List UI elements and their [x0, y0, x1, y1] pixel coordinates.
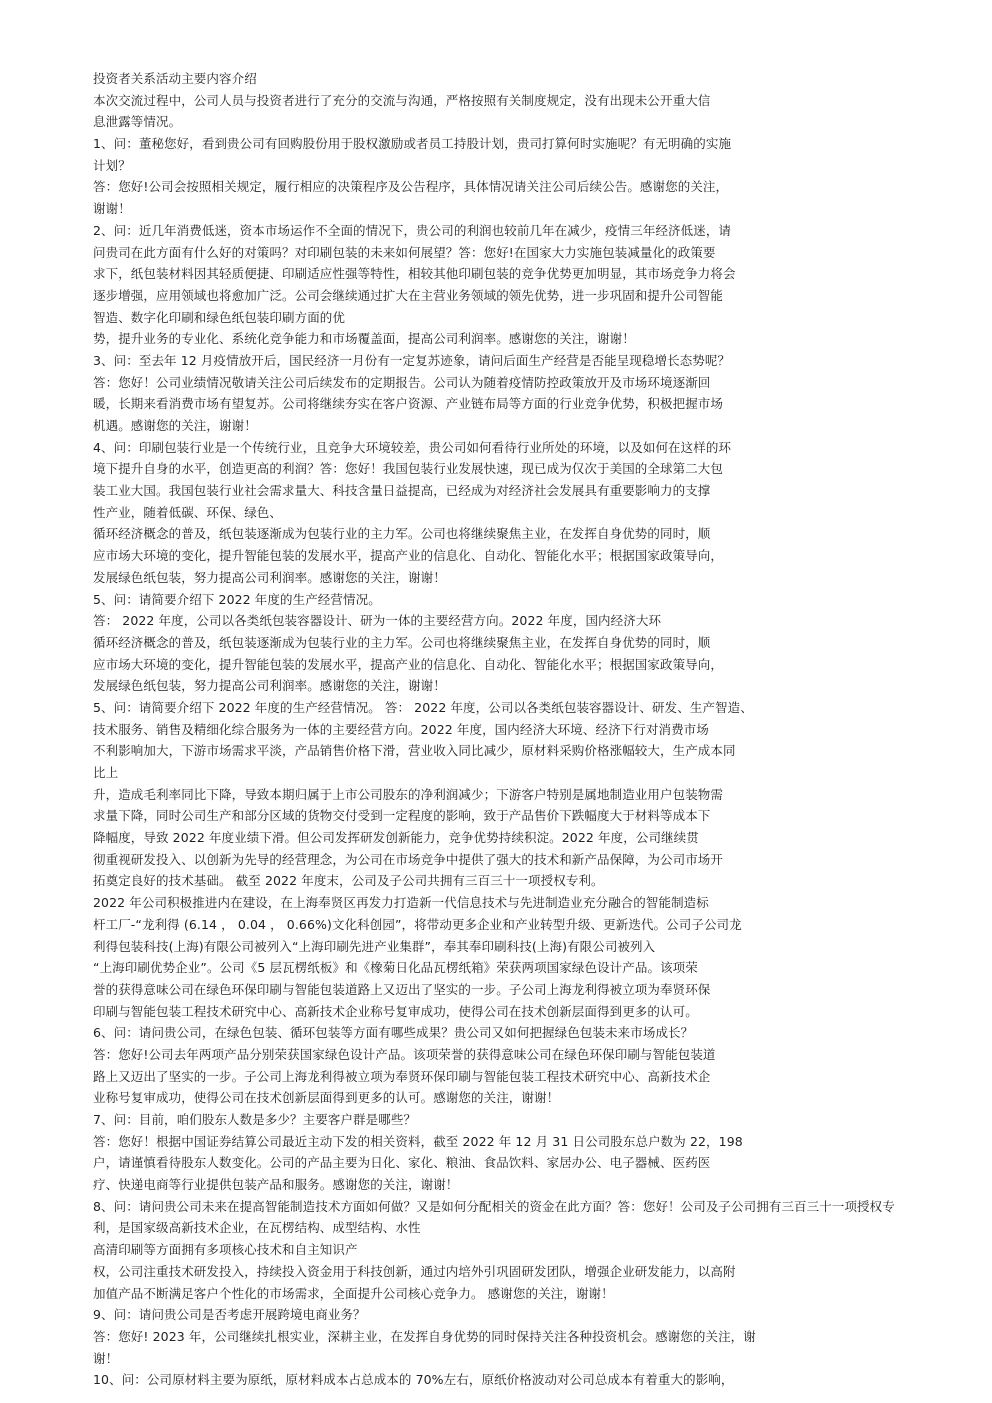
text-line: 逐步增强，应用领域也将愈加广泛。公司会继续通过扩大在主营业务领域的领先优势，进一步巩固和提升公司智能 — [93, 287, 724, 303]
text-line: 杆工厂-“龙利得 (6.14 ， 0.04 ， 0.66%)文化科创园”，将带动更多企业和产业转型升级、更新迭代。公司子公司龙 — [93, 916, 742, 932]
text-line: 答：您好！公司业绩情况敬请关注公司后续发布的定期报告。公司认为随着疫情防控政策放开及市场环境逐渐回 — [93, 374, 711, 390]
text-line: 答： 2022 年度，公司以各类纸包装容器设计、研为一体的主要经营方向。2022 年度，国内经济大环 — [93, 613, 662, 629]
text-line: 计划？ — [93, 157, 131, 173]
text-line: 4、问：印刷包装行业是一个传统行业，且竞争大环境较差，贵公司如何看待行业所处的环境，以及如何在这样的环 — [93, 439, 732, 455]
text-line: 2、问：近几年消费低迷，资本市场运作不全面的情况下，贵公司的利润也较前几年在减少，疫情三年经济低迷，请 — [93, 222, 732, 238]
text-line: 2022 年公司积极推进内在建设，在上海奉贤区再发力打造新一代信息技术与先进制造业充分融合的智能制造标 — [93, 895, 709, 911]
text-line: 息泄露等情况。 — [93, 114, 182, 130]
text-line: 答：您好!公司会按照相关规定，履行相应的决策程序及公告程序，具体情况请关注公司后续公告。感谢您的关注， — [93, 179, 729, 195]
text-line: “上海印刷优势企业”。公司《5 层瓦楞纸板》和《橡菊日化品瓦楞纸箱》荣获两项国家绿色设计产品。该项荣 — [93, 960, 698, 976]
text-line: 高清印刷等方面拥有多项核心技术和自主知识产 — [93, 1242, 358, 1258]
text-line: 问贵司在此方面有什么好的对策吗？对印刷包装的未来如何展望？答：您好!在国家大力实施包装减量化的政策要 — [93, 244, 716, 260]
text-line: 技术服务、销售及精细化综合服务为一体的主要经营方向。2022 年度，国内经济大环境、经济下行对消费市场 — [93, 721, 709, 737]
text-line: 比上 — [93, 765, 119, 780]
text-line: 应市场大环境的变化，提升智能包装的发展水平，提高产业的信息化、自动化、智能化水平；根据国家政策导向， — [93, 656, 724, 672]
text-line: 利，是国家级高新技术企业，在瓦楞结构、成型结构、水性 — [93, 1220, 421, 1236]
text-line: 求量下降，同时公司生产和部分区域的货物交付受到一定程度的影响，致于产品售价下跌幅度大于材料等成本下 — [93, 808, 711, 824]
text-line: 答：您好! 2023 年，公司继续扎根实业，深耕主业，在发挥自身优势的同时保持关注各种投资机会。感谢您的关注，谢 — [93, 1328, 756, 1344]
text-line: 暖，长期来看消费市场有望复苏。公司将继续夯实在客户资源、产业链布局等方面的行业竞争优势，积极把握市场 — [93, 396, 724, 412]
text-line: 彻重视研发投入、以创新为先导的经营理念，为公司在市场竞争中提供了强大的技术和新产品保障，为公司市场开 — [93, 851, 724, 867]
text-line: 拓奠定良好的技术基础。 截至 2022 年度末，公司及子公司共拥有三百三十一项授权专利。 — [93, 873, 604, 889]
text-line: 求下，纸包装材料因其轻质便捷、印刷适应性强等特性，相较其他印刷包装的竞争优势更加明显，其市场竞争力将会 — [93, 266, 736, 282]
text-line: 本次交流过程中，公司人员与投资者进行了充分的交流与沟通，严格按照有关制度规定，没有出现未公开重大信 — [93, 92, 711, 108]
text-line: 加值产品不断满足客户个性化的市场需求，全面提升公司核心竞争力。 感谢您的关注，谢谢！ — [93, 1285, 614, 1301]
text-line: 10、问：公司原材料主要为原纸，原材料成本占总成本的 70%左右，原纸价格波动对公司总成本有着重大的影响， — [93, 1372, 734, 1388]
text-line: 业称号复审成功，使得公司在技术创新层面得到更多的认可。感谢您的关注，谢谢！ — [93, 1090, 560, 1106]
text-line: 势，提升业务的专业化、系统化竞争能力和市场覆盖面，提高公司利润率。感谢您的关注，谢谢！ — [93, 331, 635, 347]
text-line: 升，造成毛利率同比下降，导致本期归属于上市公司股东的净利润减少；下游客户特别是属地制造业用户包装物需 — [93, 786, 724, 802]
text-line: 应市场大环境的变化，提升智能包装的发展水平，提高产业的信息化、自动化、智能化水平；根据国家政策导向， — [93, 548, 724, 564]
text-line: 9、问：请问贵公司是否考虑开展跨境电商业务？ — [93, 1307, 366, 1323]
text-line: 7、问：目前，咱们股东人数是多少？主要客户群是哪些？ — [93, 1112, 417, 1127]
document-body — [93, 68, 963, 1391]
text-line: 不利影响加大，下游市场需求平淡，产品销售价格下滑，营业收入同比减少，原材料采购价格涨幅较大，生产成本同 — [93, 743, 736, 759]
text-line: 5、问：请简要介绍下 2022 年度的生产经营情况。 答： 2022 年度，公司以各类纸包装容器设计、研发、生产智造、 — [93, 699, 753, 715]
text-line: 谢谢！ — [93, 201, 131, 217]
text-line: 户，请谨慎看待股东人数变化。公司的产品主要为日化、家化、粮油、食品饮料、家居办公、电子器械、医药医 — [93, 1155, 711, 1171]
text-line: 答：您好！根据中国证券结算公司最近主动下发的相关资料，截至 2022 年 12 月 31 日公司股东总户数为 22，198 — [93, 1133, 743, 1149]
text-line: 循环经济概念的普及，纸包装逐渐成为包装行业的主力军。公司也将继续聚焦主业，在发挥自身优势的同时，顺 — [93, 634, 711, 650]
text-line: 循环经济概念的普及，纸包装逐渐成为包装行业的主力军。公司也将继续聚焦主业，在发挥自身优势的同时，顺 — [93, 526, 711, 542]
text-line: 8、问：请问贵公司未来在提高智能制造技术方面如何做？又是如何分配相关的资金在此方面？答：您好！公司及子公司拥有三百三十一项授权专 — [93, 1198, 895, 1214]
text-line: 发展绿色纸包装，努力提高公司利润率。感谢您的关注，谢谢！ — [93, 569, 446, 585]
text-line: 降幅度，导致 2022 年度业绩下滑。但公司发挥研发创新能力，竞争优势持续积淀。2022 年度，公司继续贯 — [93, 830, 699, 846]
text-line: 性产业，随着低碳、环保、绿色、 — [93, 504, 283, 520]
text-line: 印刷与智能包装工程技术研究中心、高新技术企业称号复审成功，使得公司在技术创新层面得到更多的认可。 — [93, 1003, 698, 1019]
text-line: 5、问：请简要介绍下 2022 年度的生产经营情况。 — [93, 591, 381, 607]
text-line: 装工业大国。我国包装行业社会需求量大、科技含量日益提高，已经成为对经济社会发展具有重要影响力的支撑 — [93, 483, 711, 499]
text-line: 6、问：请问贵公司，在绿色包装、循环包装等方面有哪些成果？贵公司又如何把握绿色包装未来市场成长？ — [93, 1025, 694, 1041]
text-line: 誉的获得意味公司在绿色环保印刷与智能包装道路上又迈出了坚实的一步。子公司上海龙利得被立项为奉贤环保 — [93, 981, 711, 997]
text-line: 谢！ — [93, 1350, 119, 1366]
text-line: 境下提升自身的水平，创造更高的利润？答：您好！我国包装行业发展快速，现已成为仅次于美国的全球第二大包 — [93, 461, 724, 477]
text-line: 答：您好!公司去年两项产品分别荣获国家绿色设计产品。该项荣誉的获得意味公司在绿色环保印刷与智能包装道 — [93, 1046, 716, 1062]
text-line: 权，公司注重技术研发投入，持续投入资金用于科技创新，通过内培外引巩固研发团队，增强企业研发能力，以高附 — [93, 1263, 736, 1279]
text-line: 路上又迈出了坚实的一步。子公司上海龙利得被立项为奉贤环保印刷与智能包装工程技术研究中心、高新技术企 — [93, 1068, 711, 1084]
text-line: 智造、数字化印刷和绿色纸包装印刷方面的优 — [93, 309, 346, 325]
text-line: 1、问：董秘您好，看到贵公司有回购股份用于股权激励或者员工持股计划，贵司打算何时实施呢？有无明确的实施 — [93, 136, 732, 152]
text-line: 3、问：至去年 12 月疫情放开后，国民经济一月份有一定复苏迹象，请问后面生产经营是否能呈现稳增长态势呢？ — [93, 352, 731, 368]
text-line: 利得包装科技(上海)有限公司被列入“上海印刷先进产业集群”，奉其奉印刷科技(上海)有限公司被列入 — [93, 938, 656, 954]
text-line: 疗、快递电商等行业提供包装产品和服务。感谢您的关注，谢谢！ — [93, 1177, 459, 1193]
text-line: 发展绿色纸包装，努力提高公司利润率。感谢您的关注，谢谢！ — [93, 678, 446, 694]
document-heading: 投资者关系活动主要内容介绍 — [93, 71, 257, 86]
text-line: 机遇。感谢您的关注，谢谢！ — [93, 418, 257, 433]
